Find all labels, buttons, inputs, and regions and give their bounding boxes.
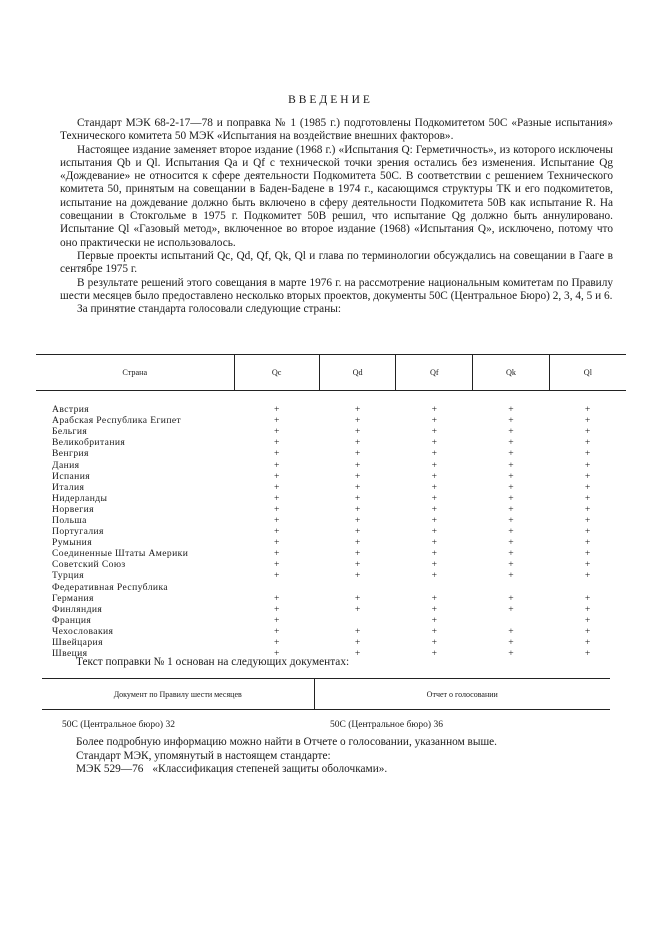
vote-cell: + (584, 481, 591, 493)
table-row (36, 637, 626, 648)
vote-cell (549, 582, 626, 593)
table-row (42, 710, 610, 732)
vote-cell: + (584, 492, 591, 504)
vote-cell: + (584, 537, 591, 549)
table-row (36, 582, 626, 593)
table-row (36, 615, 626, 626)
vote-cell: + (273, 448, 280, 460)
amendment-note: Текст поправки № 1 основан на следующих документах: (76, 656, 350, 668)
vote-cell: + (508, 404, 514, 416)
vote-cell: + (431, 448, 437, 460)
country-cell: Чехословакия (52, 625, 114, 637)
vote-cell: + (273, 481, 280, 493)
table-header-row (36, 355, 626, 391)
standard-reference (76, 763, 497, 777)
vote-cell (396, 582, 473, 593)
vote-cell: + (508, 448, 514, 460)
vote-cell: + (354, 637, 361, 649)
vote-cell: + (508, 592, 514, 604)
column-header: Qk (473, 355, 550, 391)
vote-cell: + (354, 625, 361, 637)
vote-cell: + (508, 537, 514, 549)
page-title: ВВЕДЕНИЕ (288, 94, 373, 106)
table-row (36, 515, 626, 526)
vote-cell: + (431, 625, 437, 637)
column-header: Qc (234, 355, 319, 391)
vote-cell: + (508, 459, 514, 471)
vote-cell: + (354, 481, 361, 493)
vote-cell: + (508, 570, 514, 582)
country-cell: Венгрия (52, 448, 89, 460)
vote-cell: + (508, 481, 514, 493)
table-row (36, 570, 626, 581)
country-cell: Бельгия (52, 426, 88, 438)
vote-cell: + (354, 404, 361, 416)
table-row (36, 604, 626, 615)
vote-cell: + (354, 537, 361, 549)
table-row (36, 593, 626, 604)
vote-cell: + (508, 492, 514, 504)
vote-cell: + (354, 437, 361, 449)
table-row (36, 493, 626, 504)
table-row (36, 448, 626, 459)
vote-cell: + (508, 426, 514, 438)
documents-table (42, 678, 610, 731)
vote-cell: + (431, 404, 437, 416)
vote-cell: + (431, 459, 437, 471)
paragraph: Стандарт МЭК 68-2-17—78 и поправка № 1 (1985 г.) подготовлены Подкомитетом 50С «Разные испытания» Технического комитета 50 МЭК «Испытания на воздействие внешних факторов». (60, 117, 613, 143)
vote-cell: + (354, 415, 361, 427)
reference-code: МЭК 529—76 (76, 763, 144, 775)
vote-cell: + (273, 415, 280, 427)
table-cell: 50С (Центральное бюро) 32 (62, 720, 175, 730)
vote-cell (319, 582, 396, 593)
paragraph: За принятие стандарта голосовали следующие страны: (77, 303, 341, 316)
table-row (36, 537, 626, 548)
vote-cell: + (431, 437, 437, 449)
country-cell: Швейцария (52, 637, 103, 649)
vote-cell: + (354, 470, 361, 482)
vote-cell: + (273, 648, 280, 660)
vote-cell: + (431, 648, 437, 660)
vote-cell: + (584, 514, 591, 526)
vote-cell: + (584, 570, 591, 582)
vote-cell: + (584, 459, 591, 471)
vote-cell: + (584, 592, 591, 604)
vote-cell: + (431, 481, 437, 493)
vote-cell: + (431, 614, 437, 626)
country-cell: Соединенные Штаты Америки (52, 548, 189, 560)
table-row (36, 437, 626, 448)
vote-cell: + (508, 648, 514, 660)
vote-cell: + (354, 603, 361, 615)
footer-line: Более подробную информацию можно найти в Отчете о голосовании, указанном выше. (76, 736, 498, 748)
country-cell: Португалия (52, 526, 104, 538)
vote-cell: + (584, 404, 591, 416)
vote-cell: + (431, 548, 437, 560)
column-header: Qd (319, 355, 396, 391)
introduction-text (60, 117, 613, 316)
vote-cell: + (431, 592, 437, 604)
vote-cell: + (273, 404, 280, 416)
country-cell: Италия (52, 481, 85, 493)
table-row (36, 391, 626, 416)
vote-cell: + (354, 526, 361, 538)
vote-cell: + (508, 415, 514, 427)
vote-cell: + (431, 526, 437, 538)
vote-cell: + (273, 459, 280, 471)
column-header: Отчет о голосовании (314, 679, 610, 710)
country-cell: Нидерланды (52, 492, 108, 504)
vote-cell: + (508, 603, 514, 615)
vote-cell: + (354, 559, 361, 571)
country-cell: Германия (52, 592, 94, 604)
paragraph: Настоящее издание заменяет второе издание (1968 г.) «Испытания Q: Герметичность», из которого исключены испытания Qb и Ql. Испытания Qa и Qf с технической точки зрения остались без изменения. Испытание Qg «Дождевание» не относится к сфере деятельности Подкомитета 50С. В соответствии с решением Технического комитета 50, принятым на совещании в Баден-Бадене в 1974 г., касающимся структуры ТК и его подкомитетов, испытание на дождевание должно быть включено в сферу деятельности Подкомитета 50В как испытание R. На совещании в Стокгольме в 1975 г. Подкомитет 50В решил, что испытание Qg должно быть аннулировано. Испытание Ql «Газовый метод», включенное во второе издание (1968) «Испытания Q», исключено, потому что оно практически не использовалось. (60, 143, 613, 249)
country-cell: Финляндия (52, 603, 103, 615)
footer-line: Стандарт МЭК, упомянутый в настоящем стандарте: (76, 749, 331, 762)
vote-cell: + (508, 637, 514, 649)
table-row (36, 504, 626, 515)
country-cell: Арабская Республика Египет (52, 415, 182, 427)
vote-cell: + (431, 514, 437, 526)
vote-cell: + (273, 592, 280, 604)
vote-cell: + (273, 570, 280, 582)
vote-cell: + (508, 503, 514, 515)
table-row (36, 559, 626, 570)
vote-cell: + (354, 592, 361, 604)
vote-cell: + (431, 426, 437, 438)
vote-cell (473, 582, 550, 593)
country-cell: Советский Союз (52, 559, 126, 571)
reference-title: «Классификация степеней защиты оболочками». (152, 763, 388, 775)
vote-cell: + (584, 448, 591, 460)
vote-cell: + (508, 437, 514, 449)
vote-cell: + (354, 459, 361, 471)
table-header-row (42, 679, 610, 710)
vote-cell: + (273, 537, 280, 549)
table-row (36, 426, 626, 437)
vote-cell: + (354, 492, 361, 504)
vote-cell: + (354, 448, 361, 460)
table-row (36, 459, 626, 470)
vote-cell: + (431, 503, 437, 515)
vote-cell: + (431, 570, 437, 582)
vote-cell: + (431, 415, 437, 427)
vote-cell: + (273, 492, 280, 504)
table-row (36, 471, 626, 482)
table-cell: 50С (Центральное бюро) 36 (330, 720, 443, 730)
country-cell: Швеция (52, 648, 88, 660)
vote-cell: + (273, 548, 280, 560)
vote-cell: + (431, 470, 437, 482)
column-header: Документ по Правилу шести месяцев (42, 679, 314, 710)
vote-cell (234, 582, 319, 593)
vote-cell (319, 615, 396, 626)
vote-cell: + (584, 637, 591, 649)
vote-cell: + (431, 559, 437, 571)
column-header: Страна (36, 355, 234, 391)
country-cell: Великобритания (52, 437, 126, 449)
vote-cell (473, 615, 550, 626)
country-cell: Австрия (52, 404, 90, 416)
vote-cell: + (354, 548, 361, 560)
vote-cell: + (508, 470, 514, 482)
vote-cell: + (354, 426, 361, 438)
vote-cell: + (354, 514, 361, 526)
country-cell: Испания (52, 470, 91, 482)
vote-cell: + (354, 570, 361, 582)
vote-cell: + (584, 426, 591, 438)
vote-cell: + (431, 537, 437, 549)
vote-cell: + (584, 415, 591, 427)
table-row (36, 482, 626, 493)
vote-cell: + (584, 625, 591, 637)
vote-cell: + (584, 437, 591, 449)
vote-cell: + (584, 548, 591, 560)
table-row (36, 526, 626, 537)
vote-cell: + (273, 437, 280, 449)
voting-table (36, 354, 626, 659)
vote-cell: + (584, 470, 591, 482)
table-row (36, 626, 626, 637)
vote-cell: + (354, 503, 361, 515)
vote-cell: + (431, 492, 437, 504)
vote-cell: + (508, 625, 514, 637)
voting-table-body (36, 391, 626, 660)
country-cell: Турция (52, 570, 85, 582)
vote-cell: + (584, 559, 591, 571)
vote-cell: + (273, 637, 280, 649)
table-row (36, 548, 626, 559)
column-header: Qf (396, 355, 473, 391)
table-row (36, 415, 626, 426)
vote-cell: + (273, 625, 280, 637)
paragraph: Первые проекты испытаний Qc, Qd, Qf, Qk, Ql и глава по терминологии обсуждались на совещании в Гааге в сентябре 1975 г. (60, 249, 613, 276)
vote-cell: + (354, 648, 361, 660)
country-cell: Федеративная Республика (52, 581, 169, 593)
column-header: Ql (549, 355, 626, 391)
vote-cell: + (584, 603, 591, 615)
vote-cell: + (508, 548, 514, 560)
country-cell: Франция (52, 614, 92, 626)
vote-cell: + (273, 514, 280, 526)
vote-cell: + (431, 603, 437, 615)
vote-cell: + (273, 603, 280, 615)
vote-cell: + (273, 503, 280, 515)
country-cell: Норвегия (52, 503, 94, 515)
vote-cell: + (273, 526, 280, 538)
footer-text (76, 736, 497, 777)
country-cell: Польша (52, 514, 87, 526)
vote-cell: + (508, 526, 514, 538)
vote-cell: + (584, 614, 591, 626)
country-cell: Дания (52, 459, 80, 471)
vote-cell: + (584, 526, 591, 538)
country-cell: Румыния (52, 537, 93, 549)
vote-cell: + (508, 559, 514, 571)
vote-cell: + (431, 637, 437, 649)
vote-cell: + (508, 514, 514, 526)
vote-cell: + (273, 614, 280, 626)
vote-cell: + (584, 503, 591, 515)
vote-cell: + (273, 426, 280, 438)
vote-cell: + (584, 648, 591, 660)
paragraph: В результате решений этого совещания в марте 1976 г. на рассмотрение национальным комитетам по Правилу шести месяцев было предоставлено несколько вторых проектов, документы 50С (Центральное Бюро) 2, 3, 4, 5 и 6. (60, 276, 613, 302)
vote-cell: + (273, 470, 280, 482)
vote-cell: + (273, 559, 280, 571)
